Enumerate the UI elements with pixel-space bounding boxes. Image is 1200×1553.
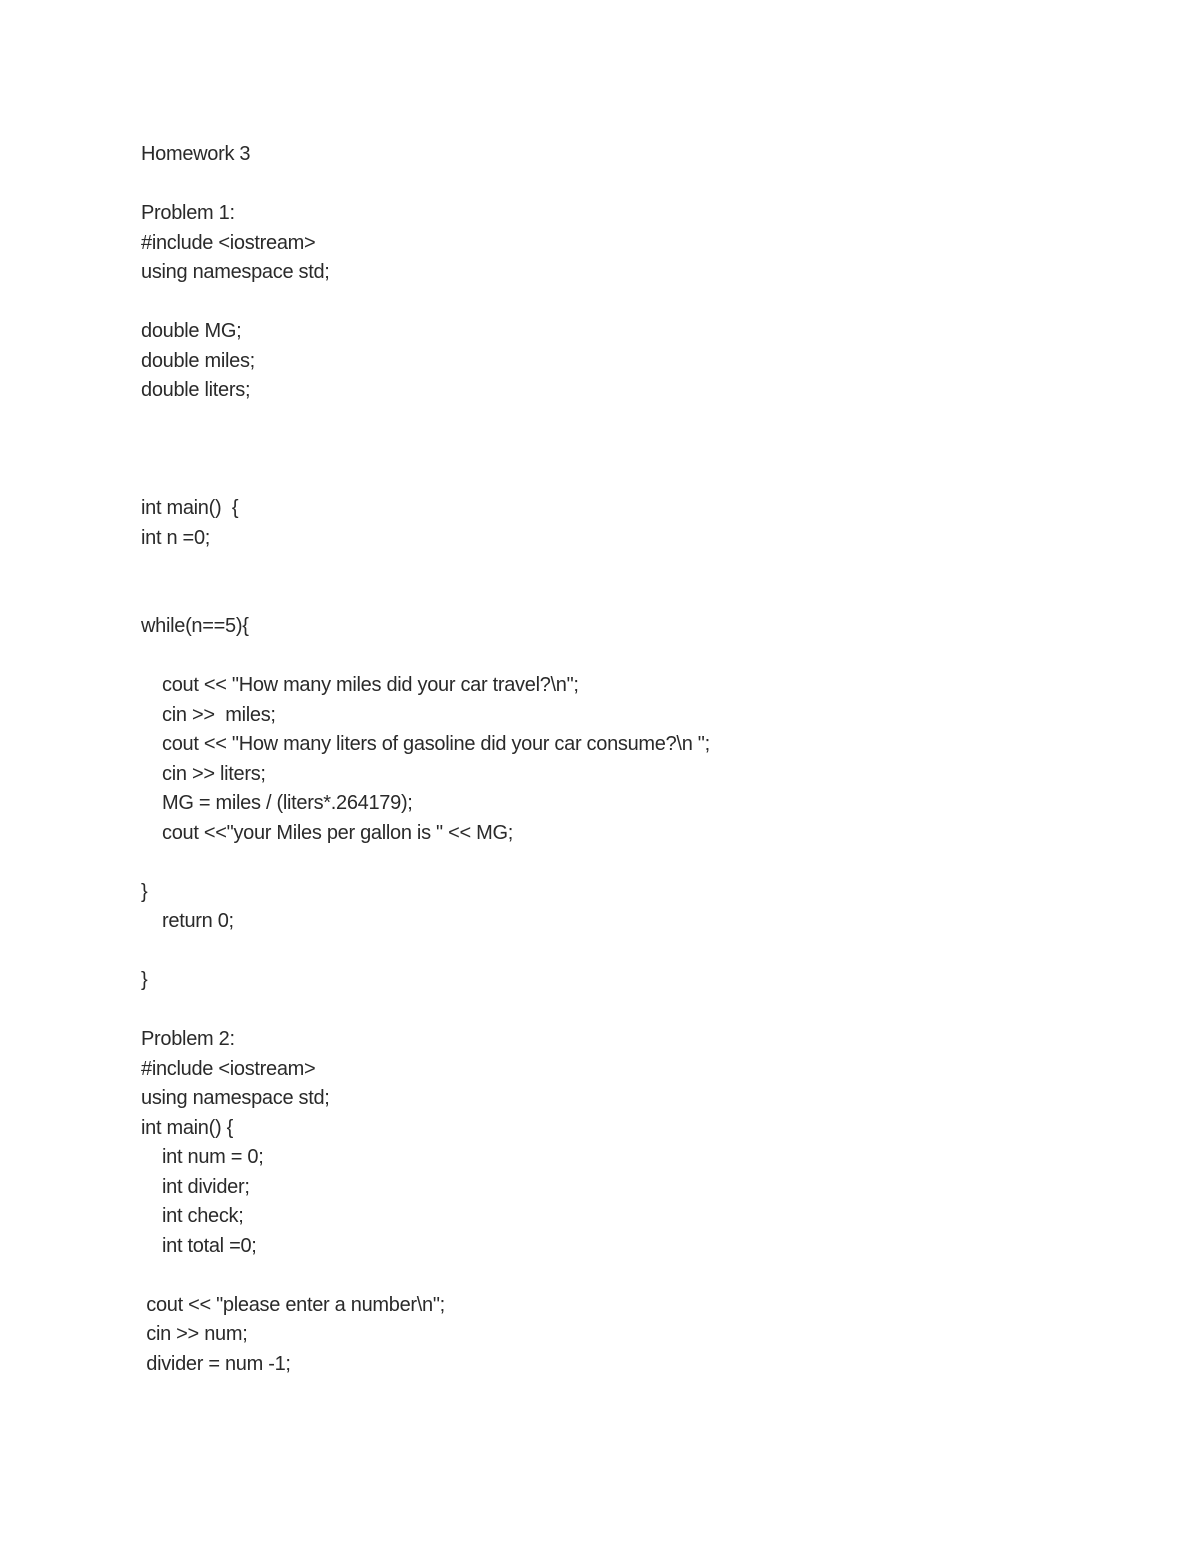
code-line: cin >> num; xyxy=(141,1323,248,1345)
code-line: #include <iostream> xyxy=(141,231,316,254)
document-text xyxy=(141,140,1121,1379)
blank-line xyxy=(141,435,1121,465)
code-line: } xyxy=(141,880,148,903)
problem-1-heading: Problem 1: xyxy=(141,202,235,224)
blank-line xyxy=(141,937,1121,967)
code-line: cout << "How many liters of gasoline did your car consume?\n "; xyxy=(141,733,710,755)
code-line: cout << "please enter a number\n"; xyxy=(141,1293,445,1316)
blank-line xyxy=(141,465,1121,495)
code-line: cin >> miles; xyxy=(141,703,276,726)
code-line: #include <iostream> xyxy=(141,1057,316,1080)
blank-line xyxy=(141,406,1121,436)
code-line: double MG; xyxy=(141,320,242,342)
blank-line xyxy=(141,642,1121,672)
problem-2-heading: Problem 2: xyxy=(141,1028,235,1050)
blank-line xyxy=(141,996,1121,1026)
code-line: } xyxy=(141,969,148,991)
code-line: using namespace std; xyxy=(141,261,330,283)
code-line: divider = num -1; xyxy=(141,1352,291,1375)
blank-line xyxy=(141,170,1121,200)
code-line: MG = miles / (liters*.264179); xyxy=(141,792,413,814)
blank-line xyxy=(141,848,1121,878)
blank-line xyxy=(141,583,1121,613)
code-line: cout <<"your Miles per gallon is " << MG; xyxy=(141,821,513,844)
code-line: int num = 0; xyxy=(141,1146,264,1168)
blank-line xyxy=(141,553,1121,583)
code-line: cin >> liters; xyxy=(141,762,266,785)
blank-line xyxy=(141,1261,1121,1291)
code-line: return 0; xyxy=(141,910,234,932)
code-line: double miles; xyxy=(141,349,255,372)
doc-title: Homework 3 xyxy=(141,143,251,165)
code-line: int check; xyxy=(141,1205,244,1227)
code-line: while(n==5){ xyxy=(141,615,249,637)
code-line: double liters; xyxy=(141,379,251,401)
blank-line xyxy=(141,288,1121,318)
code-line: int divider; xyxy=(141,1175,250,1198)
code-line: int main() { xyxy=(141,497,239,519)
code-line: int n =0; xyxy=(141,526,211,549)
code-line: int total =0; xyxy=(141,1234,257,1257)
code-line: int main() { xyxy=(141,1116,233,1139)
code-line: cout << "How many miles did your car travel?\n"; xyxy=(141,674,579,696)
code-line: using namespace std; xyxy=(141,1087,330,1109)
